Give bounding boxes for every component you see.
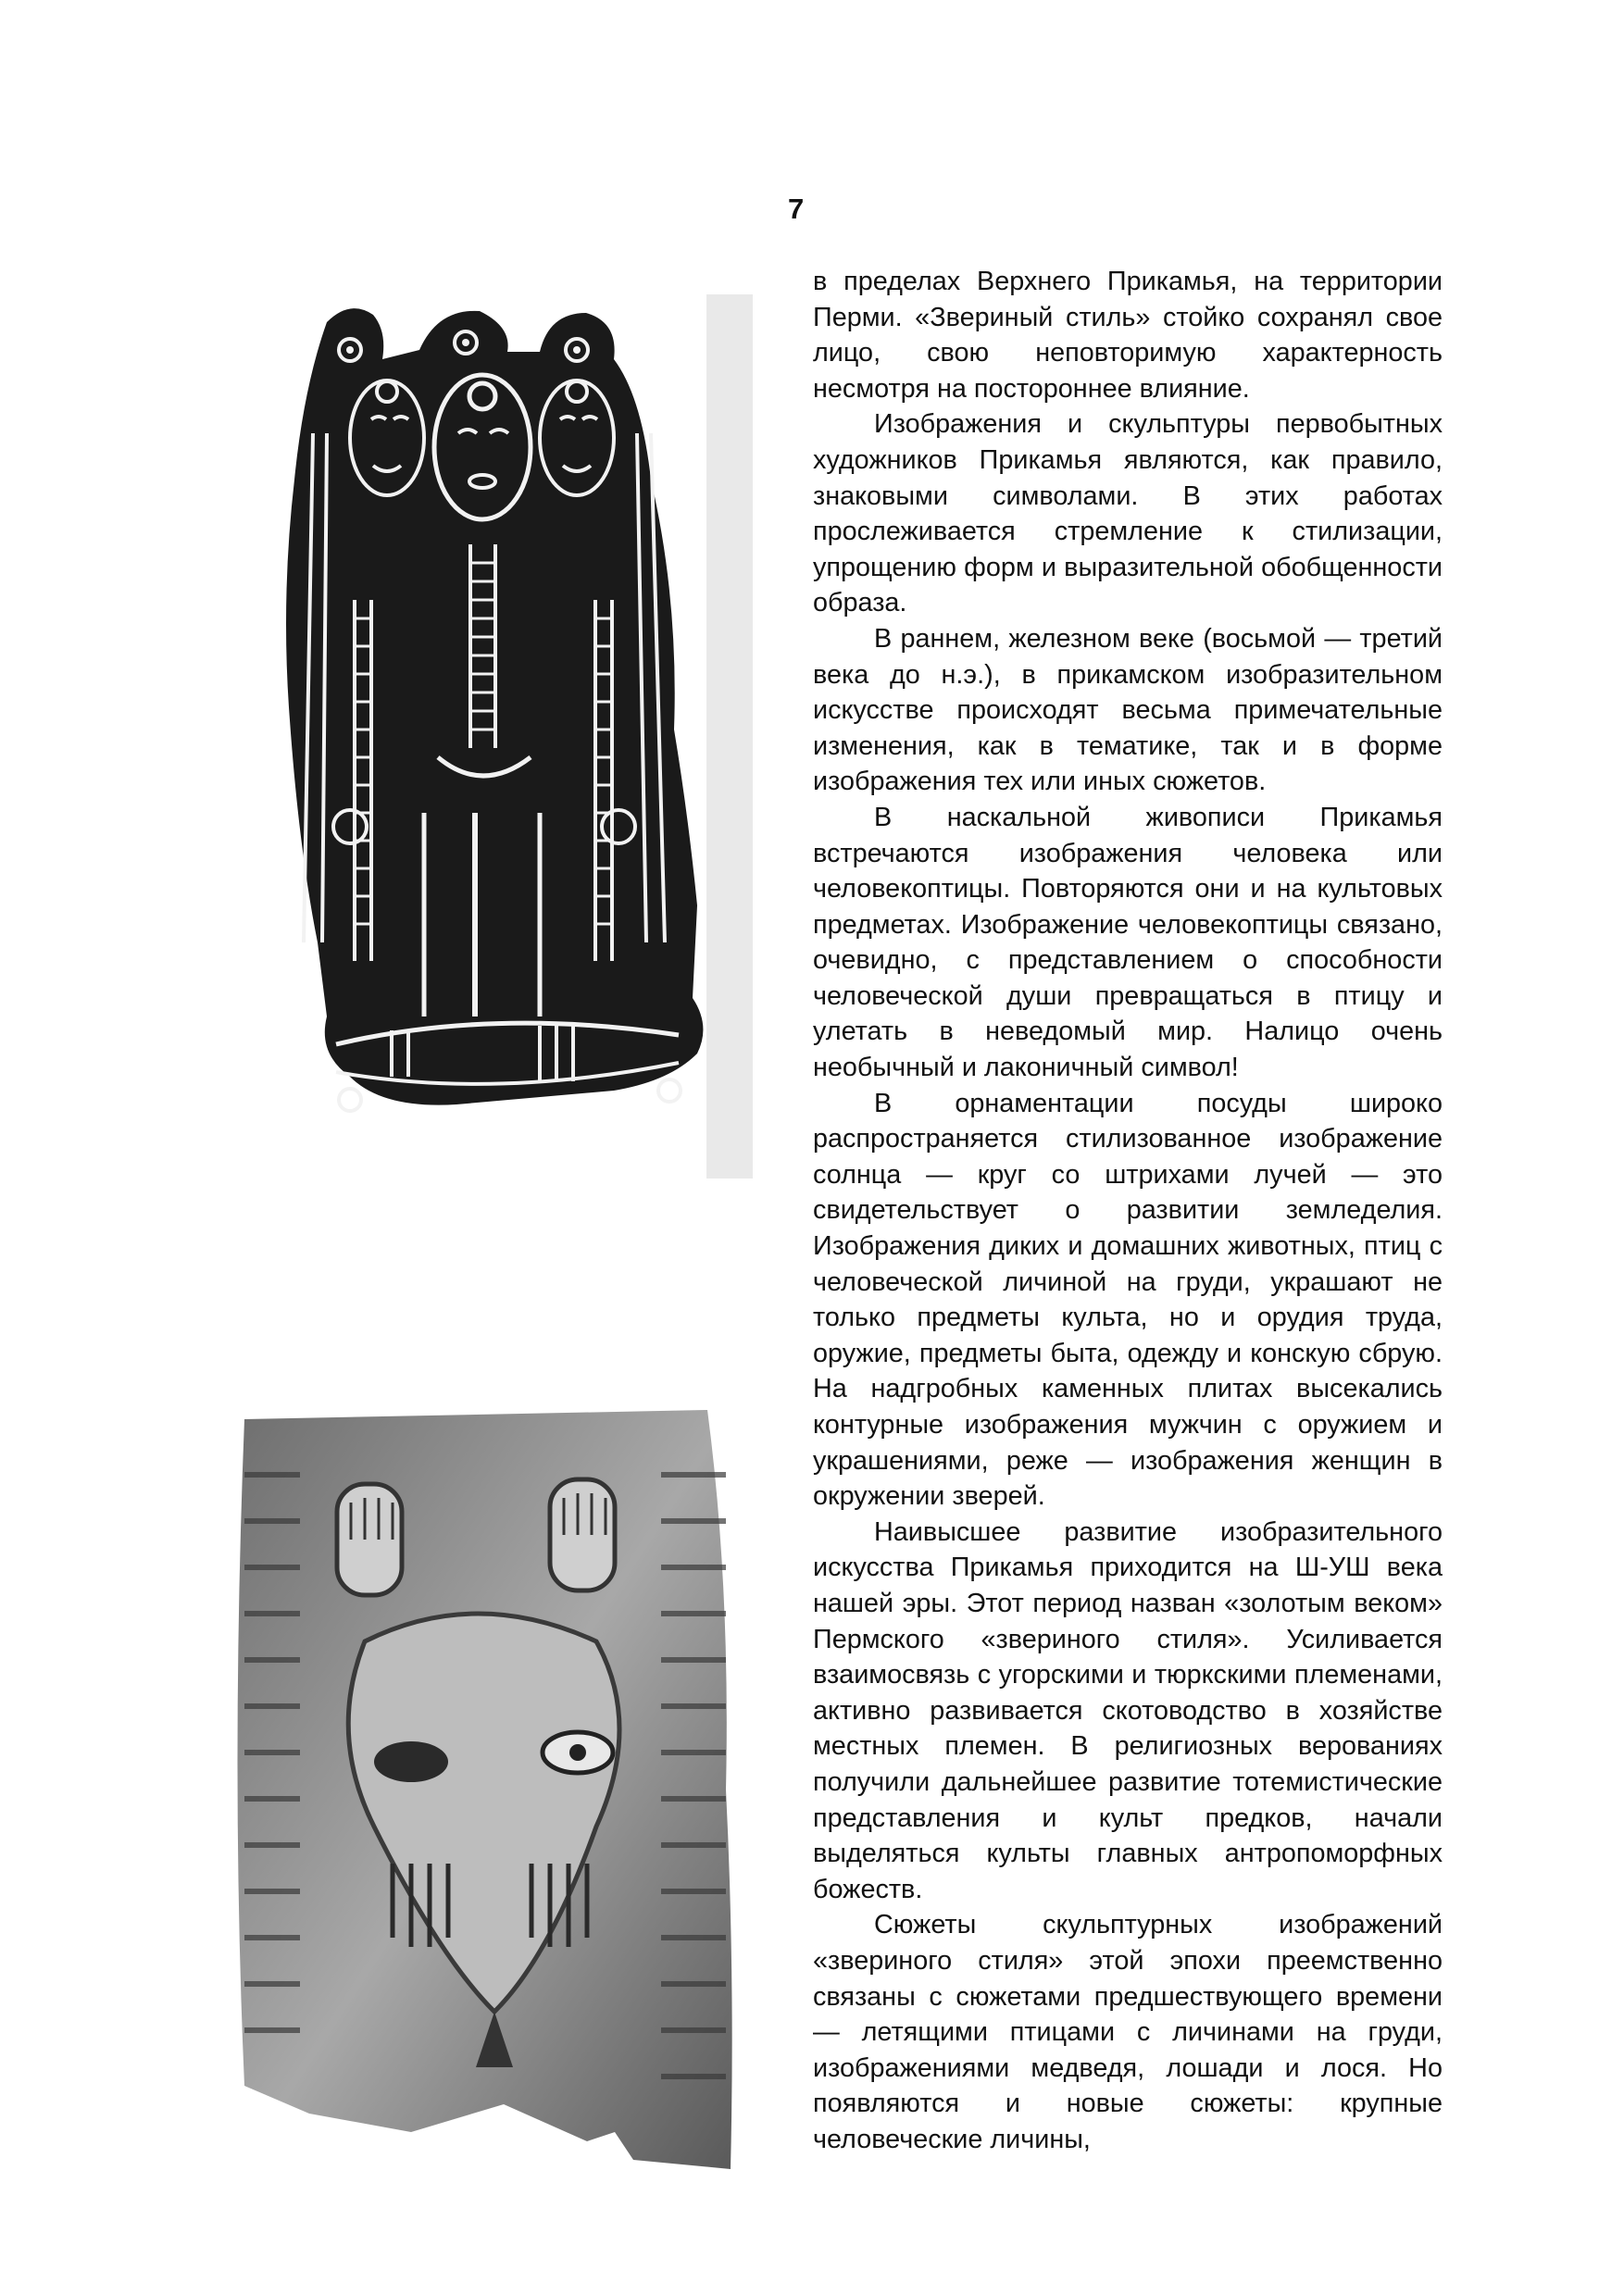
- relief-mask-plaque-drawing: [226, 1401, 740, 2178]
- paragraph-1: в пределах Верхнего Прикамья, на территории Перми. «Звериный стиль» стойко сохранял свое лицо, свою неповторимую характерность несмотря на постороннее влияние.: [813, 267, 1443, 404]
- paragraph-7: Сюжеты скульптурных изображений «звериного стиля» этой эпохи преемственно связаны с сюжетами предшествующего времени — летящими птицами с личинами на груди, изображениями медведя, лошади и лося. Но появляются и новые сюжеты: крупные человеческие личины,: [813, 1910, 1443, 2154]
- paragraph-6: Наивысшее развитие изобразительного искусства Прикамья приходится на Ш-УШ века нашей эры. Этот период назван «золотым веком» Пермского «звериного стиля». Усиливается взаимосвязь с угорскими и тюркскими племенами, активно развивается скотоводство в хозяйстве местных племен. В религиозных верованиях получили дальнейшее развитие тотемистические представления и культ предков, начали выделяться культы главных антропоморфных божеств.: [813, 1516, 1443, 1904]
- figure-relief-mask-plaque: [226, 1401, 740, 2178]
- paragraph-3: В раннем, железном веке (восьмой — третий века до н.э.), в прикамском изобразительном искусстве происходят весьма примечательные изменения, как в тематике, так и в форме изображения тех или иных сюжетов.: [813, 623, 1443, 797]
- body-text-column: [813, 264, 1443, 2157]
- paragraph-2: Изображения и скульптуры первобытных художников Прикамья являются, как правило, знаковыми символами. В этих работах прослеживается стремление к стилизации, упрощению форм и выразительной обобщенности образа.: [813, 409, 1443, 618]
- paragraph-5: В орнаментации посуды широко распространяется стилизованное изображение солнца — круг со штрихами лучей — это свидетельствует о развитии земледелия. Изображения диких и домашних животных, птиц с человеческой личиной на груди, украшают не только предметы культа, но и орудия труда, оружие, предметы быта, одежду и конскую сбрую. На надгробных каменных плитах высекались контурные изображения мужчин с оружием и украшениями, реже — изображения женщин в окружении зверей.: [813, 1088, 1443, 1512]
- page-number: 7: [788, 193, 805, 225]
- bird-people-plaque-drawing: [262, 294, 753, 1179]
- figure-bird-people-plaque: [262, 294, 753, 1179]
- paragraph-4: В наскальной живописи Прикамья встречаются изображения человека или человекоптицы. Повторяются они и на культовых предметах. Изображение человекоптицы связано, очевидно, с представлением о способности человеческой души превращаться в птицу и улетать в неведомый мир. Налицо очень необычный и лаконичный символ!: [813, 802, 1443, 1083]
